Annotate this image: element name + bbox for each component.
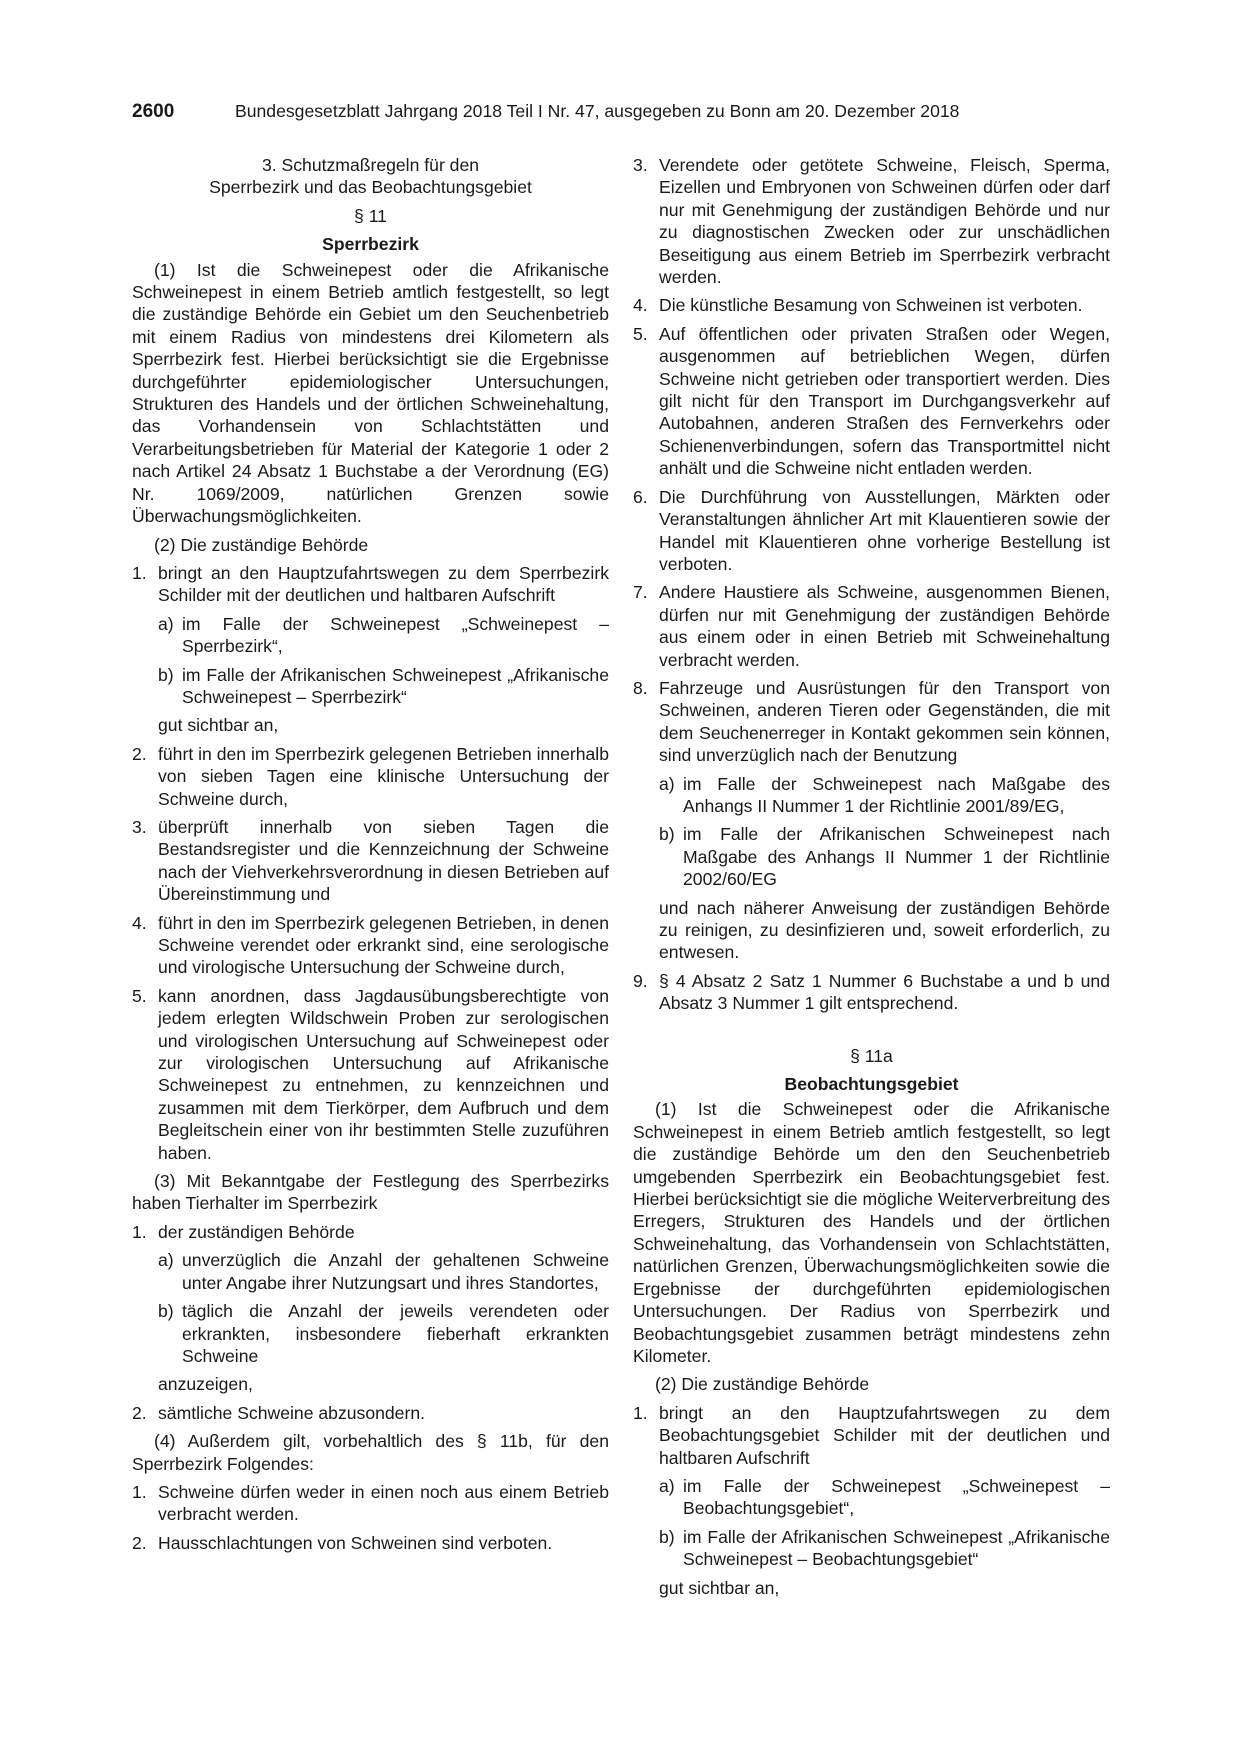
sub-letter: b) — [158, 1301, 174, 1322]
list-text: überprüft innerhalb von sieben Tagen die Bestandsregister und die Kennzeichnung der Schweine nach der Viehverkehrsverordnung in diesen Betrieben auf Übereinstimmung und — [158, 816, 609, 905]
list-item — [132, 743, 609, 810]
sub-letter: b) — [659, 824, 675, 845]
list-item — [633, 581, 1110, 671]
list-item — [132, 1481, 609, 1526]
list-number: 1. — [132, 562, 147, 583]
list-number: 3. — [132, 816, 147, 837]
list-text: Die künstliche Besamung von Schweinen ist verboten. — [659, 295, 1083, 316]
sub-text: im Falle der Afrikanischen Schweinepest nach Maßgabe des Anhangs II Nummer 1 der Richtlinie 2002/60/EG — [683, 824, 1110, 890]
sub-text: im Falle der Schweinepest „Schweinepest – Beobachtungsgebiet“, — [683, 1475, 1110, 1519]
sub-item — [659, 1475, 1110, 1520]
list-item — [633, 154, 1110, 288]
list-item — [633, 294, 1110, 316]
sub-text: im Falle der Schweinepest nach Maßgabe des Anhangs II Nummer 1 der Richtlinie 2001/89/EG, — [683, 773, 1110, 816]
absatz-1: (1) Ist die Schweinepest oder die Afrikanische Schweinepest in einem Betrieb amtlich festgestellt, so legt die zuständige Behörde ein Gebiet um den Seuchenbetrieb mit einem Radius von mindestens drei Kilometern als Sperrbezirk fest. Hierbei berücksichtigt sie die Ergebnisse durchgeführter epidemiologischer Untersuchungen, Strukturen des Handels und der örtlichen Schweinehaltung, das Vorhandensein von Schlachtstätten und Verarbeitungsbetrieben für Material der Kategorie 1 oder 2 nach Artikel 24 Absatz 1 Buchstabe a der Verordnung (EG) Nr. 1069/2009, natürlichen Grenzen sowie Überwachungsmöglichkeiten. — [132, 259, 609, 527]
page-number: 2600 — [132, 101, 175, 122]
sub-text: täglich die Anzahl der jeweils verendeten oder erkrankten, insbesondere fieberhaft erkrankten Schweine — [182, 1301, 609, 1366]
list-text: bringt an den Hauptzufahrtswegen zu dem Sperrbezirk Schilder mit der deutlichen und haltbaren Aufschrift — [158, 562, 609, 606]
sub-letter: a) — [158, 1250, 174, 1271]
list-number: 4. — [132, 912, 147, 933]
list-number: 8. — [633, 677, 648, 698]
list-text: Die Durchführung von Ausstellungen, Märkten oder Veranstaltungen ähnlicher Art mit Klauentieren sowie der Handel mit Klauentieren ohne vorherige Bestellung ist verboten. — [659, 486, 1110, 574]
sub-letter: a) — [158, 613, 174, 634]
list-item — [132, 1402, 609, 1424]
list-text: führt in den im Sperrbezirk gelegenen Betrieben, in denen Schweine verendet oder erkrankt sind, eine serologische und virologische Untersuchung der Schweine durch, — [158, 912, 609, 978]
sub-item — [158, 664, 609, 709]
list-number: 6. — [633, 486, 648, 507]
absatz-2-intro: (2) Die zuständige Behörde — [655, 1374, 870, 1395]
list-text: Hausschlachtungen von Schweinen sind verboten. — [158, 1532, 553, 1553]
sub-item — [158, 613, 609, 658]
sub-text: unverzüglich die Anzahl der gehaltenen Schweine unter Angabe ihrer Nutzungsart und ihres Standortes, — [182, 1250, 609, 1293]
list-text: Auf öffentlichen oder privaten Straßen oder Wegen, ausgenommen auf betrieblichen Wegen, dürfen Schweine nicht getrieben oder transportiert werden. Dies gilt nicht für den Transport im Durchgangsverkehr auf Autobahnen, anderen Straßen des Fernverkehrs oder Schienenverbindungen, sofern das Transportmittel nicht anhält und die Schweine nicht entladen werden. — [659, 323, 1110, 479]
list-item — [132, 985, 609, 1164]
sub-item — [158, 1249, 609, 1294]
list-text: Andere Haustiere als Schweine, ausgenommen Bienen, dürfen nur mit Genehmigung der zuständigen Behörde aus einem oder in einen Betrieb mit Schweinehaltung verbracht werden. — [659, 582, 1110, 670]
list-continuation: gut sichtbar an, — [158, 715, 279, 736]
right-column — [633, 154, 1110, 1599]
list-text: der zuständigen Behörde — [158, 1221, 355, 1242]
list-text: Schweine dürfen weder in einen noch aus einem Betrieb verbracht werden. — [158, 1481, 609, 1525]
list-text: Fahrzeuge und Ausrüstungen für den Transport von Schweinen, anderen Tieren oder Gegenständen, die mit dem Seuchenerreger in Kontakt gekommen sein können, sind unverzüglich nach der Benutzung — [659, 677, 1110, 766]
sub-text: im Falle der Afrikanischen Schweinepest „Afrikanische Schweinepest – Beobachtungsgebiet“ — [683, 1526, 1110, 1570]
list-text: bringt an den Hauptzufahrtswegen zu dem Beobachtungsgebiet Schilder mit der deutlichen und haltbaren Aufschrift — [659, 1402, 1110, 1468]
list-number: 3. — [633, 155, 648, 175]
list-item — [132, 1221, 609, 1243]
list-number: 2. — [132, 1402, 147, 1423]
left-column — [132, 154, 609, 1554]
sub-letter: b) — [659, 1526, 675, 1547]
paragraph-number: § 11 — [354, 205, 387, 226]
section-title-line-2: Sperrbezirk und das Beobachtungsgebiet — [209, 177, 532, 198]
sub-item — [659, 773, 1110, 818]
list-continuation: anzuzeigen, — [158, 1374, 253, 1395]
list-number: 9. — [633, 970, 648, 991]
list-number: 7. — [633, 582, 648, 603]
running-head: Bundesgesetzblatt Jahrgang 2018 Teil I Nr. 47, ausgegeben zu Bonn am 20. Dezember 2018 — [235, 101, 960, 121]
page-header — [132, 100, 1112, 123]
list-item — [633, 486, 1110, 576]
list-continuation: und nach näherer Anweisung der zuständigen Behörde zu reinigen, zu desinfizieren und, soweit erforderlich, zu entwesen. — [659, 897, 1110, 963]
list-number: 1. — [132, 1481, 147, 1502]
list-text: führt in den im Sperrbezirk gelegenen Betrieben innerhalb von sieben Tagen eine klinische Untersuchung der Schweine durch, — [158, 743, 609, 809]
list-item — [132, 562, 609, 607]
list-text: sämtliche Schweine abzusondern. — [158, 1402, 425, 1423]
list-text: § 4 Absatz 2 Satz 1 Nummer 6 Buchstabe a und b und Absatz 3 Nummer 1 gilt entsprechend. — [659, 970, 1110, 1014]
list-number: 4. — [633, 295, 648, 316]
sub-item — [659, 1526, 1110, 1571]
sub-letter: a) — [659, 773, 675, 794]
paragraph-number: § 11a — [850, 1045, 893, 1066]
section-title-line-1: 3. Schutzmaßregeln für den — [261, 155, 480, 175]
list-continuation: gut sichtbar an, — [659, 1577, 780, 1598]
list-text: kann anordnen, dass Jagdausübungsberechtigte von jedem erlegten Wildschwein Proben zur serologischen und virologischen Untersuchung auf Schweinepest oder zur virologischen Untersuchung auf Afrikanische Schweinepest zu entnehmen, zu kennzeichnen und zusammen mit dem Tierkörper, dem Aufbruch und dem Begleitschein einer von ihr bestimmten Stelle zuzuführen haben. — [158, 985, 609, 1163]
list-item — [633, 677, 1110, 767]
list-item — [132, 1532, 609, 1554]
list-number: 5. — [132, 985, 147, 1006]
sub-text: im Falle der Schweinepest „Schweinepest – Sperrbezirk“, — [182, 613, 609, 657]
list-item — [633, 323, 1110, 480]
absatz-4-intro: (4) Außerdem gilt, vorbehaltlich des § 11b, für den Sperrbezirk Folgendes: — [132, 1431, 609, 1474]
sub-item — [659, 823, 1110, 890]
list-number: 1. — [132, 1221, 147, 1242]
sub-text: im Falle der Afrikanischen Schweinepest „Afrikanische Schweinepest – Sperrbezirk“ — [182, 664, 609, 707]
paragraph-title: Beobachtungsgebiet — [784, 1074, 959, 1095]
list-item — [633, 1402, 1110, 1469]
sub-item — [158, 1300, 609, 1367]
absatz-3-intro: (3) Mit Bekanntgabe der Festlegung des Sperrbezirks haben Tierhalter im Sperrbezirk — [132, 1171, 609, 1214]
sub-letter: b) — [158, 664, 174, 685]
list-item — [132, 816, 609, 906]
list-number: 2. — [132, 1532, 147, 1553]
absatz-1: (1) Ist die Schweinepest oder die Afrikanische Schweinepest in einem Betrieb amtlich festgestellt, so legt die zuständige Behörde um den den Seuchenbetrieb umgebenden Sperrbezirk ein Beobachtungsgebiet fest. Hierbei berücksichtigt sie die mögliche Weiterverbreitung des Erregers, Strukturen des Handels und der örtlichen Schweinehaltung, das Vorhandensein von Schlachtstätten, natürlichen Grenzen, Überwachungsmöglichkeiten sowie die Ergebnisse der durchgeführten epidemiologischen Untersuchungen. Der Radius von Sperrbezirk und Beobachtungsgebiet zusammen beträgt mindestens zehn Kilometer. — [633, 1099, 1110, 1366]
list-text: Verendete oder getötete Schweine, Fleisch, Sperma, Eizellen und Embryonen von Schweinen dürfen oder darf nur mit Genehmigung der zuständigen Behörde und nur zu diagnostischen Zwecken oder zur unschädlichen Beseitigung aus einem Betrieb im Sperrbezirk verbracht werden. — [659, 155, 1110, 288]
list-number: 2. — [132, 743, 147, 764]
list-item — [132, 912, 609, 979]
list-item — [633, 970, 1110, 1015]
sub-letter: a) — [659, 1475, 675, 1496]
paragraph-title: Sperrbezirk — [322, 234, 419, 255]
absatz-2-intro: (2) Die zuständige Behörde — [154, 534, 369, 555]
list-number: 1. — [633, 1402, 648, 1423]
list-number: 5. — [633, 323, 648, 344]
